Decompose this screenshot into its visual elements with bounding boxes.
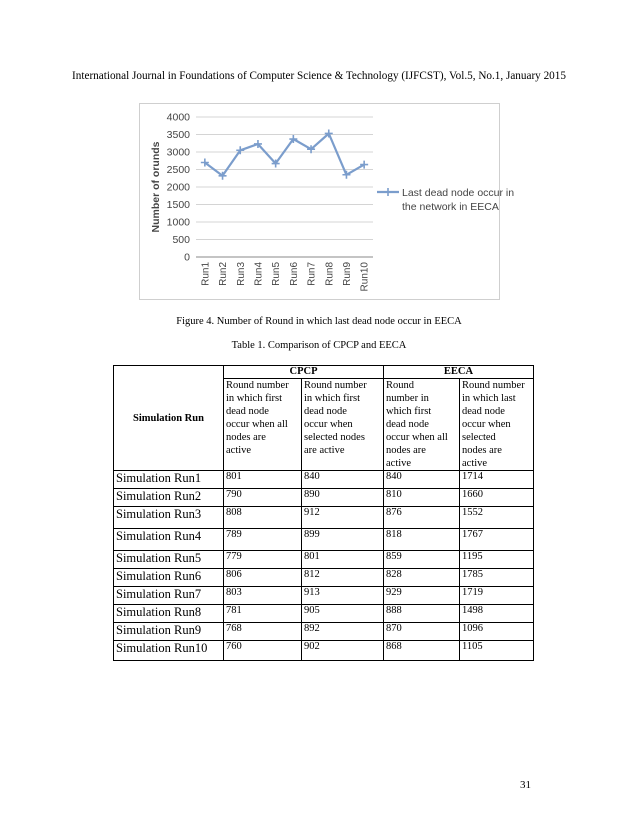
table-cell: 876 xyxy=(384,507,460,529)
chart-frame xyxy=(139,103,515,300)
table-cell: 912 xyxy=(302,507,384,529)
table-cell: 1195 xyxy=(460,551,534,569)
table-cell: 892 xyxy=(302,623,384,641)
table-cell: 870 xyxy=(384,623,460,641)
comparison-table xyxy=(113,365,534,661)
journal-header: International Journal in Foundations of Computer Science & Technology (IJFCST), Vol.5, No.1, January 2015 xyxy=(72,70,566,82)
table-cell: 1714 xyxy=(460,471,534,489)
column-header-2 xyxy=(302,379,384,471)
table-row xyxy=(114,489,534,507)
column-header-line: number in xyxy=(386,393,429,404)
column-header-line: in which first xyxy=(226,393,282,404)
y-tick-label: 0 xyxy=(184,251,190,264)
table-cell: 1767 xyxy=(460,529,534,551)
column-header-line: active xyxy=(462,458,488,469)
column-header-line: dead node xyxy=(386,419,429,430)
table-cell: 801 xyxy=(224,471,302,489)
table-cell: 929 xyxy=(384,587,460,605)
column-header-line: occur when xyxy=(462,419,511,430)
table-row xyxy=(114,641,534,661)
row-label: Simulation Run5 xyxy=(114,551,224,569)
table-cell: 779 xyxy=(224,551,302,569)
table-row xyxy=(114,605,534,623)
table-cell: 868 xyxy=(384,641,460,661)
column-header-line: occur when xyxy=(304,419,353,430)
table-cell: 1660 xyxy=(460,489,534,507)
line-chart xyxy=(140,104,515,301)
table-row xyxy=(114,529,534,551)
x-tick-label: Run4 xyxy=(253,262,265,286)
x-tick-label: Run10 xyxy=(359,262,371,292)
table-cell: 840 xyxy=(384,471,460,489)
table-cell: 808 xyxy=(224,507,302,529)
table-cell: 828 xyxy=(384,569,460,587)
y-tick-label: 3500 xyxy=(166,129,190,141)
table-cell: 1105 xyxy=(460,641,534,661)
x-tick-label: Run9 xyxy=(341,262,353,286)
x-tick-label: Run7 xyxy=(306,262,318,286)
x-tick-label: Run1 xyxy=(200,262,212,286)
table-cell: 818 xyxy=(384,529,460,551)
row-label: Simulation Run2 xyxy=(114,489,224,507)
table-cell: 789 xyxy=(224,529,302,551)
column-header-line: Round number xyxy=(304,380,367,391)
figure-caption: Figure 4. Number of Round in which last dead node occur in EECA xyxy=(176,316,462,327)
table-cell: 888 xyxy=(384,605,460,623)
column-header-line: active xyxy=(386,458,412,469)
table-cell: 840 xyxy=(302,471,384,489)
column-header-4 xyxy=(460,379,534,471)
table-body xyxy=(114,471,534,661)
table-cell: 810 xyxy=(384,489,460,507)
table-cell: 899 xyxy=(302,529,384,551)
table-row xyxy=(114,569,534,587)
table-caption: Table 1. Comparison of CPCP and EECA xyxy=(231,340,407,351)
column-header-line: nodes are xyxy=(226,432,266,443)
row-label: Simulation Run9 xyxy=(114,623,224,641)
x-tick-label: Run3 xyxy=(235,262,247,286)
column-header-line: dead node xyxy=(462,406,505,417)
column-header-line: in which last xyxy=(462,393,516,404)
column-header-line: nodes are xyxy=(462,445,502,456)
legend-label: Last dead node occur in xyxy=(402,187,515,199)
y-tick-label: 3000 xyxy=(166,146,190,159)
table-cell: 859 xyxy=(384,551,460,569)
x-tick-label: Run2 xyxy=(218,262,230,286)
column-header-line: selected nodes xyxy=(304,432,365,443)
column-header-line: occur when all xyxy=(226,419,288,430)
column-header-line: dead node xyxy=(304,406,347,417)
table-cell: 1552 xyxy=(460,507,534,529)
table-cell: 913 xyxy=(302,587,384,605)
table-cell: 902 xyxy=(302,641,384,661)
simulation-run-header: Simulation Run xyxy=(114,366,224,471)
column-header-line: Round number xyxy=(462,380,525,391)
table-row xyxy=(114,471,534,489)
table-cell: 1785 xyxy=(460,569,534,587)
column-header-line: selected xyxy=(462,432,496,443)
column-header-line: active xyxy=(226,445,252,456)
row-label: Simulation Run7 xyxy=(114,587,224,605)
y-axis-title: Number of orunds xyxy=(150,141,162,233)
table-row xyxy=(114,623,534,641)
table-cell: 790 xyxy=(224,489,302,507)
group-header-row xyxy=(114,366,534,379)
row-label: Simulation Run6 xyxy=(114,569,224,587)
table-row xyxy=(114,551,534,569)
y-tick-label: 1000 xyxy=(166,216,190,229)
row-label: Simulation Run1 xyxy=(114,471,224,489)
table-cell: 803 xyxy=(224,587,302,605)
y-tick-label: 500 xyxy=(172,234,190,246)
table-row xyxy=(114,507,534,529)
x-tick-label: Run6 xyxy=(288,262,300,286)
row-label: Simulation Run10 xyxy=(114,641,224,661)
column-header-line: dead node xyxy=(226,406,269,417)
column-header-3 xyxy=(384,379,460,471)
table-cell: 890 xyxy=(302,489,384,507)
table-cell: 760 xyxy=(224,641,302,661)
row-label: Simulation Run3 xyxy=(114,507,224,529)
table-cell: 1498 xyxy=(460,605,534,623)
row-label: Simulation Run8 xyxy=(114,605,224,623)
table-cell: 1096 xyxy=(460,623,534,641)
x-tick-label: Run8 xyxy=(324,262,336,286)
table-cell: 781 xyxy=(224,605,302,623)
table-row xyxy=(114,587,534,605)
y-tick-label: 4000 xyxy=(166,111,190,124)
legend-marker xyxy=(384,188,392,196)
row-label: Simulation Run4 xyxy=(114,529,224,551)
table-cell: 905 xyxy=(302,605,384,623)
y-tick-label: 2000 xyxy=(166,181,190,194)
x-tick-label: Run5 xyxy=(271,262,283,286)
column-header-line: nodes are xyxy=(386,445,426,456)
table-cell: 801 xyxy=(302,551,384,569)
column-header-line: are active xyxy=(304,445,345,456)
y-tick-label: 2500 xyxy=(166,164,190,176)
column-header-line: occur when all xyxy=(386,432,448,443)
column-header-1 xyxy=(224,379,302,471)
page-number: 31 xyxy=(520,779,531,791)
column-header-line: Round xyxy=(386,380,415,391)
table-cell: 1719 xyxy=(460,587,534,605)
eeca-group-header: EECA xyxy=(384,366,534,379)
column-header-line: in which first xyxy=(304,393,360,404)
y-tick-label: 1500 xyxy=(166,199,190,211)
table-cell: 768 xyxy=(224,623,302,641)
legend-label: the network in EECA xyxy=(402,201,499,213)
cpcp-group-header: CPCP xyxy=(224,366,384,379)
column-header-line: which first xyxy=(386,406,432,417)
table-cell: 806 xyxy=(224,569,302,587)
column-header-line: Round number xyxy=(226,380,289,391)
table-cell: 812 xyxy=(302,569,384,587)
